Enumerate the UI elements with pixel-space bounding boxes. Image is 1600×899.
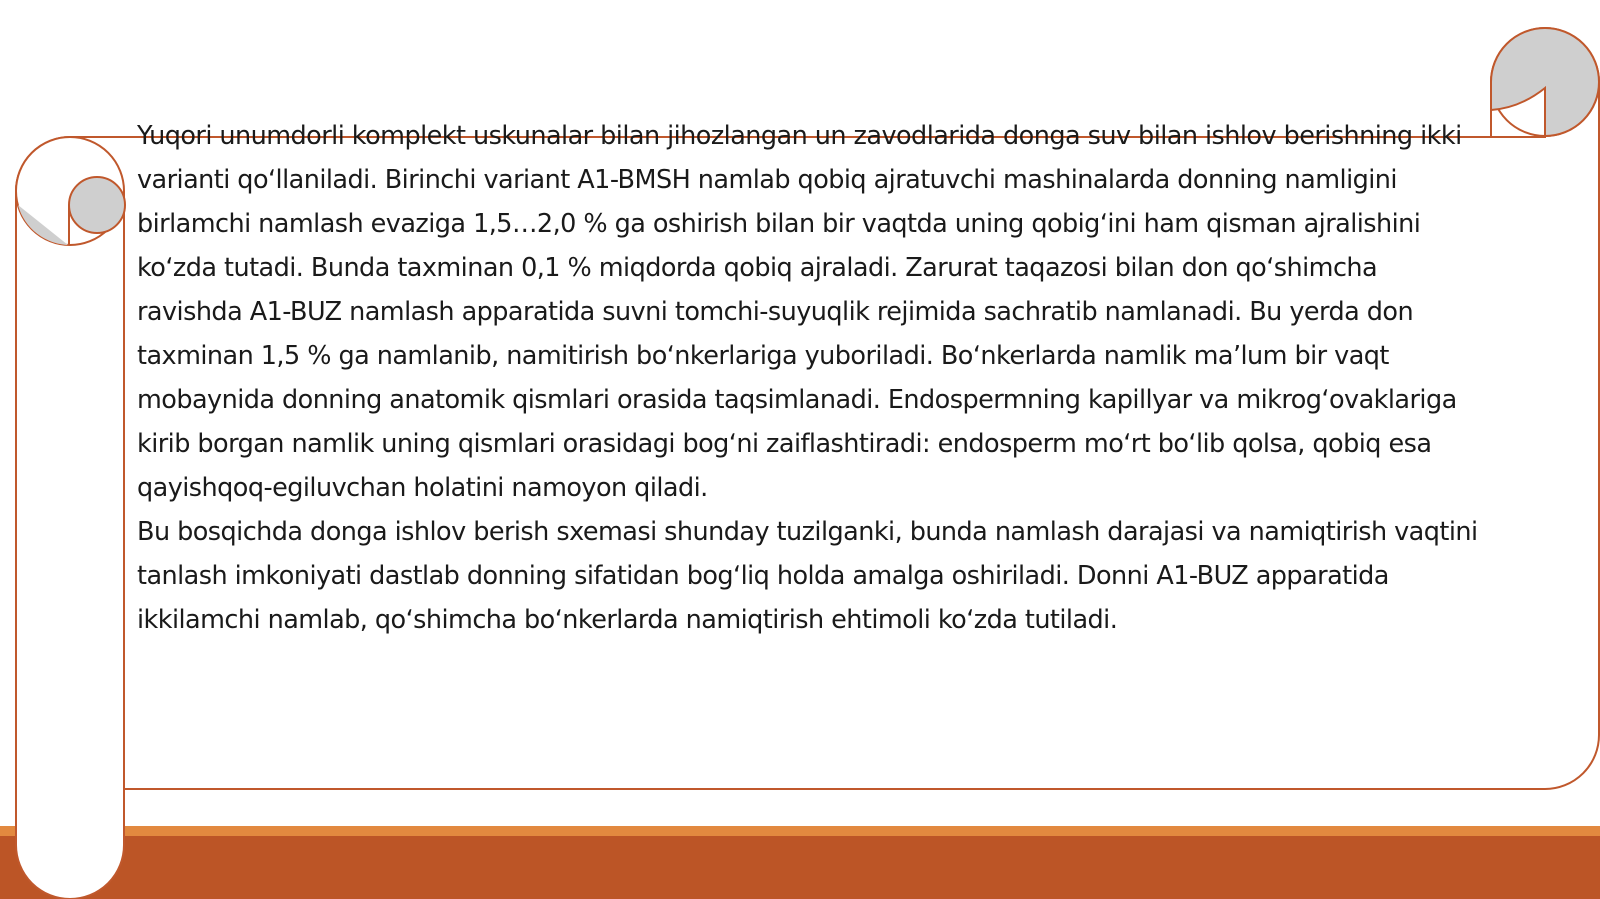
bottom-band xyxy=(0,836,1600,899)
scroll-roll-left xyxy=(16,137,125,899)
paragraph-2: Bu bosqichda donga ishlov berish sxemasi shunday tuzilganki, bunda namlash darajasi va namiqtirish vaqtini tanlash imkoniyati dastlab donning sifatidan bogʻliq holda amalga oshiriladi. Donni A1-BUZ apparatida ikkilamchi namlab, qoʻshimcha boʻnkerlarda namiqtirish ehtimoli koʻzda tutiladi. xyxy=(137,517,1478,635)
bottom-band-highlight xyxy=(0,826,1600,836)
body-text xyxy=(137,114,1482,642)
paragraph-1: Yuqori unumdorli komplekt uskunalar bilan jihozlangan un zavodlarida donga suv bilan ishlov berishning ikki varianti qoʻllaniladi. Birinchi variant A1-BMSH namlab qobiq ajratuvchi mashinalarda donning namligini birlamchi namlash evaziga 1,5…2,0 % ga oshirish bilan bir vaqtda uning qobigʻini ham qisman ajralishini koʻzda tutadi. Bunda taxminan 0,1 % miqdorda qobiq ajraladi. Zarurat taqazosi bilan don qoʻshimcha ravishda A1-BUZ namlash apparatida suvni tomchi-suyuqlik rejimida sachratib namlanadi. Bu yerda don taxminan 1,5 % ga namlanib, namitirish boʻnkerlariga yuboriladi. Boʻnkerlarda namlik maʼlum bir vaqt mobaynida donning anatomik qismlari orasida taqsimlanadi. Endospermning kapillyar va mikrogʻovaklariga kirib borgan namlik uning qismlari orasidagi bogʻni zaiflashtiradi: endosperm moʻrt boʻlib qolsa, qobiq esa qayishqoq-egiluvchan holatini namoyon qiladi. xyxy=(137,121,1462,503)
